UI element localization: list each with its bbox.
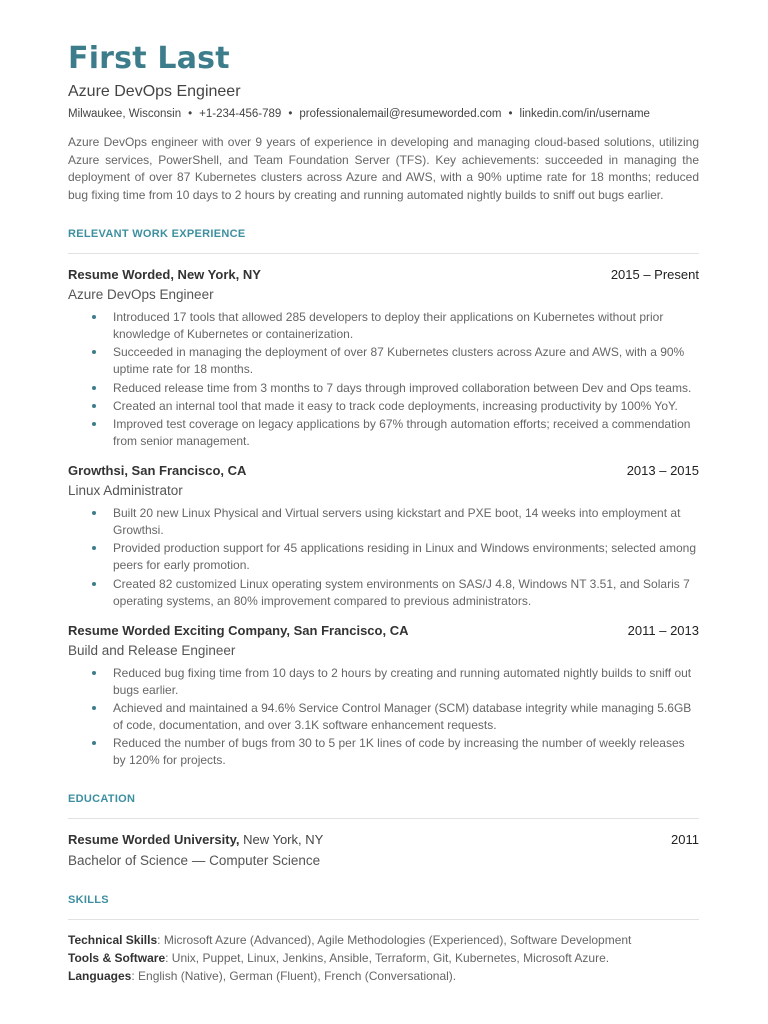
education-degree: Bachelor of Science — Computer Science: [68, 853, 321, 869]
job-company: Growthsi, San Francisco, CA: [68, 463, 247, 479]
section-heading-experience: RELEVANT WORK EXPERIENCE: [68, 228, 699, 254]
bullet-item: Improved test coverage on legacy applications by 67% through automation efforts; received a commendation from senior management.: [113, 416, 699, 450]
bullet-item: Introduced 17 tools that allowed 285 developers to deploy their applications on Kubernetes without prior knowledge of Kubernetes or containerization.: [113, 309, 699, 343]
job-title-heading: Azure DevOps Engineer: [68, 83, 241, 100]
contact-phone: +1-234-456-789: [199, 108, 282, 120]
job-dates: 2013 – 2015: [626, 463, 699, 479]
contact-separator: •: [508, 108, 513, 120]
job-entry: [68, 462, 699, 610]
job-role: Build and Release Engineer: [68, 642, 236, 658]
bullet-item: Created 82 customized Linux operating system environments on SAS/J 4.8, Windows NT 3.51, and Solaris 7 operating systems, an 80% improvement compared to previous administrators.: [113, 576, 699, 610]
bullet-item: Reduced the number of bugs from 30 to 5 per 1K lines of code by increasing the number of weekly releases by 120% for projects.: [113, 735, 699, 769]
job-company: Resume Worded, New York, NY: [68, 267, 261, 282]
job-header: [68, 622, 699, 640]
skill-row: [68, 967, 699, 985]
contact-line: [68, 106, 699, 122]
contact-email[interactable]: professionalemail@resumeworded.com: [299, 108, 502, 120]
skill-row: [68, 931, 699, 949]
job-dates: 2011 – 2013: [627, 622, 699, 638]
education-location: New York, NY: [239, 832, 324, 848]
contact-separator: •: [288, 108, 293, 120]
bullet-item: Created an internal tool that made it easy to track code deployments, increasing productivity by 100% YoY.: [113, 398, 699, 415]
summary-paragraph: Azure DevOps engineer with over 9 years of experience in developing and managing cloud-based solutions, utilizing Azure services, PowerShell, and Team Foundation Server (TFS). Key achievements: succeeded in managing the deployment of over 87 Kubernetes clusters across Azure and AWS, with a 90% uptime rate for 18 months; reduced bug fixing time from 10 days to 2 hours by creating and running automated nightly builds to sniff out bugs earlier.: [68, 135, 699, 202]
candidate-name: First Last: [68, 41, 230, 76]
job-bullets: [68, 309, 699, 450]
experience-list: [68, 266, 699, 769]
section-heading-education: EDUCATION: [68, 793, 699, 819]
skill-label: Tools & Software: [68, 951, 166, 966]
bullet-item: Provided production support for 45 applications residing in Linux and Windows environments; selected among peers for early promotion.: [113, 540, 699, 574]
education-entry: [68, 831, 699, 849]
job-role: Azure DevOps Engineer: [68, 287, 214, 302]
bullet-item: Reduced release time from 3 months to 7 days through improved collaboration between Dev and Ops teams.: [113, 380, 699, 397]
job-role: Linux Administrator: [68, 483, 183, 499]
job-dates: 2015 – Present: [610, 267, 699, 282]
skill-value: : Unix, Puppet, Linux, Jenkins, Ansible, Terraform, Git, Kubernetes, Microsoft Azure.: [165, 951, 610, 966]
education-year: 2011: [671, 832, 699, 848]
job-header: [68, 266, 699, 284]
bullet-item: Reduced bug fixing time from 10 days to 2 hours by creating and running automated nightly builds to sniff out bugs earlier.: [113, 665, 699, 699]
bullet-item: Succeeded in managing the deployment of over 87 Kubernetes clusters across Azure and AWS, with a 90% uptime rate for 18 months.: [113, 344, 699, 378]
section-heading-skills: SKILLS: [68, 894, 699, 920]
contact-location: Milwaukee, Wisconsin: [68, 108, 182, 120]
job-bullets: [68, 665, 699, 770]
skill-row: [68, 949, 699, 967]
contact-separator: •: [188, 108, 193, 120]
skills-list: [68, 931, 699, 985]
job-entry: [68, 266, 699, 450]
education-institution: [68, 831, 323, 849]
bullet-item: Built 20 new Linux Physical and Virtual servers using kickstart and PXE boot, 14 weeks into employment at Growthsi.: [113, 505, 699, 539]
job-header: [68, 462, 699, 480]
job-company: Resume Worded Exciting Company, San Francisco, CA: [68, 622, 409, 638]
job-bullets: [68, 505, 699, 610]
skill-label: Languages: [68, 969, 132, 984]
skill-value: : Microsoft Azure (Advanced), Agile Methodologies (Experienced), Software Development: [157, 933, 632, 948]
skill-value: : English (Native), German (Fluent), French (Conversational).: [131, 969, 457, 984]
bullet-item: Achieved and maintained a 94.6% Service Control Manager (SCM) database integrity while managing 5.6GB of code, documentation, and over 3.1K software enhancement requests.: [113, 700, 699, 734]
job-entry: [68, 622, 699, 770]
skill-label: Technical Skills: [68, 933, 158, 948]
education-school: Resume Worded University,: [68, 832, 240, 848]
contact-linkedin[interactable]: linkedin.com/in/username: [519, 108, 650, 120]
